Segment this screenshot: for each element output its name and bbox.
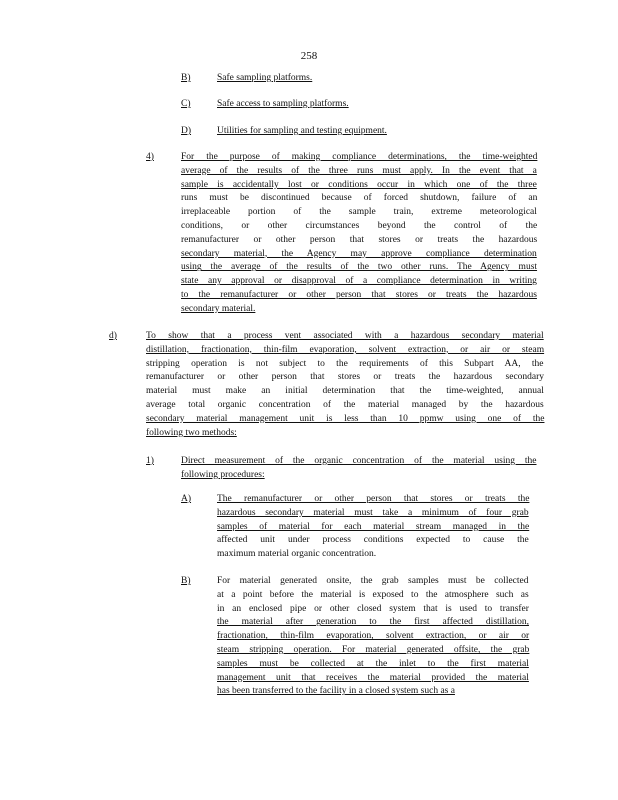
text-line: sample is accidentally lost or conditions occur in which one of the three bbox=[181, 179, 537, 190]
text-line: following procedures: bbox=[181, 469, 265, 480]
text-line: secondary material. bbox=[181, 303, 256, 314]
text-line: material must make an initial determination that the time-weighted, annual bbox=[146, 386, 544, 397]
text-line: secondary material management unit is less than 10 ppmw using one of the bbox=[146, 413, 545, 424]
text-line: the material after generation to the first affected distillation, bbox=[217, 617, 529, 628]
text-line: steam stripping operation. For material generated offsite, the grab bbox=[217, 645, 530, 655]
item-label: B) bbox=[181, 576, 191, 586]
text-line: conditions, or other circumstances beyond the control of the bbox=[181, 221, 538, 231]
page-number: 258 bbox=[300, 50, 318, 62]
text-line: runs must be discontinued because of forced shutdown, failure of an bbox=[181, 193, 538, 204]
text-line: Safe access to sampling platforms. bbox=[217, 99, 349, 109]
item-label: 1) bbox=[146, 456, 154, 466]
text-line: management unit that receives the material provided the material bbox=[217, 672, 529, 683]
item-label: d) bbox=[109, 331, 117, 341]
text-line: remanufacturer or other person that stores or treats the hazardous bbox=[181, 234, 538, 245]
text-line: The remanufacturer or other person that stores or treats the bbox=[217, 494, 530, 504]
text-line: maximum material organic concentration. bbox=[217, 549, 377, 560]
text-line: hazardous secondary material must take a minimum of four grab bbox=[217, 507, 529, 518]
item-label: D) bbox=[181, 126, 192, 136]
text-line: To show that a process vent associated with a hazardous secondary material bbox=[146, 331, 544, 341]
item-label: 4) bbox=[146, 152, 154, 162]
text-line: in an enclosed pipe or other closed system that is used to transfer bbox=[217, 603, 529, 614]
text-line: secondary material, the Agency may approve compliance determination bbox=[181, 248, 537, 259]
text-line: distillation, fractionation, thin-film evaporation, solvent extraction, or air or steam bbox=[146, 344, 545, 355]
text-line: has been transferred to the facility in a closed system such as a bbox=[217, 686, 455, 697]
text-line: to the remanufacturer or other person that stores or treats the hazardous bbox=[181, 290, 537, 300]
text-line: average of the results of the three runs must apply. In the event that a bbox=[181, 165, 537, 176]
text-line: samples must be collected at the inlet to the first material bbox=[217, 658, 529, 669]
text-line: fractionation, thin-film evaporation, solvent extraction, or air or bbox=[217, 631, 530, 642]
text-line: Utilities for sampling and testing equipment. bbox=[217, 126, 387, 136]
text-line: For the purpose of making compliance determinations, the time-weighted bbox=[181, 152, 538, 162]
item-label: B) bbox=[181, 73, 191, 83]
item-label: C) bbox=[181, 99, 191, 109]
text-line: average total organic concentration of the material managed by the hazardous bbox=[146, 400, 544, 410]
text-line: For material generated onsite, the grab samples must be collected bbox=[217, 576, 529, 586]
text-line: Direct measurement of the organic concentration of the material using the bbox=[181, 456, 537, 466]
text-line: using the average of the results of the two other runs. The Agency must bbox=[181, 262, 538, 273]
text-line: remanufacturer or other person that stores or treats the hazardous secondary bbox=[146, 372, 545, 383]
text-line: irreplaceable portion of the sample train, extreme meteorological bbox=[181, 207, 537, 218]
text-line: stripping operation is not subject to the requirements of this Subpart AA, the bbox=[146, 358, 544, 369]
text-line: Safe sampling platforms. bbox=[217, 73, 313, 83]
text-line: samples of material for each material stream managed in the bbox=[217, 521, 530, 532]
item-label: A) bbox=[181, 494, 192, 504]
text-line: state any approval or disapproval of a compliance determination in writing bbox=[181, 276, 537, 287]
text-line: following two methods: bbox=[146, 427, 237, 438]
text-line: affected unit under process conditions expected to cause the bbox=[217, 535, 529, 546]
text-line: at a point before the material is exposed to the atmosphere such as bbox=[217, 589, 529, 600]
